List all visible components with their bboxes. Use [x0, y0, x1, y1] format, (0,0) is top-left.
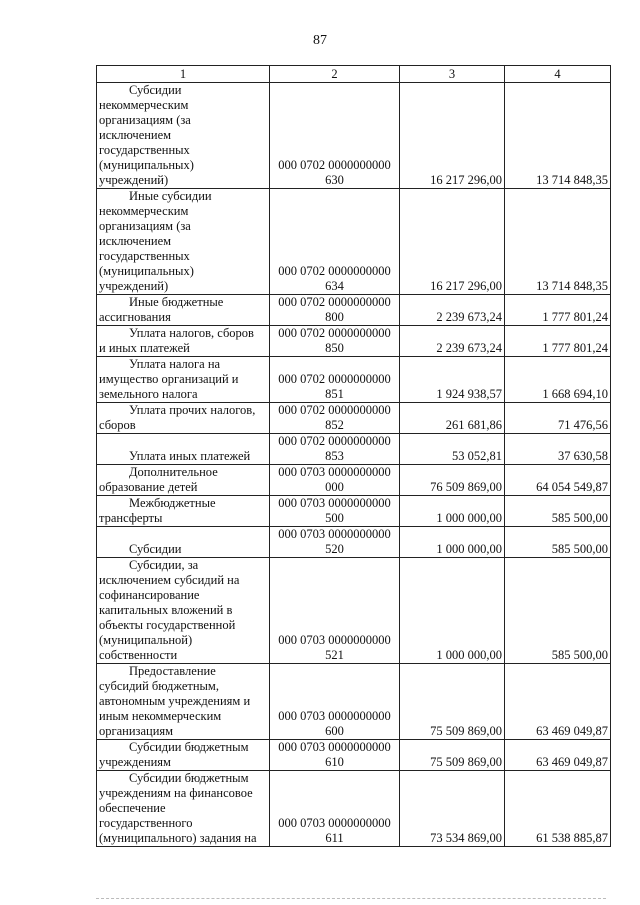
row-value-actual-cell: 1 777 801,24 — [505, 326, 611, 357]
row-name-cell: Субсидии бюджетным учреждениям — [97, 740, 270, 771]
row-value-actual-cell: 1 777 801,24 — [505, 295, 611, 326]
row-value-actual-cell: 63 469 049,87 — [505, 740, 611, 771]
row-name-cell: Субсидии некоммерческим организациям (за исключением государственных (муниципальных) учреждений) — [97, 83, 270, 189]
header-row — [97, 66, 611, 83]
row-value-actual-cell: 585 500,00 — [505, 496, 611, 527]
row-value-actual-cell: 13 714 848,35 — [505, 83, 611, 189]
page-number: 87 — [313, 33, 327, 48]
table-row — [97, 527, 611, 558]
table-row — [97, 434, 611, 465]
row-value-planned-cell: 76 509 869,00 — [400, 465, 505, 496]
row-value-actual-cell: 61 538 885,87 — [505, 771, 611, 847]
row-code-cell: 000 0703 0000000000 610 — [270, 740, 400, 771]
row-code-cell: 000 0703 0000000000 600 — [270, 664, 400, 740]
column-header-2: 2 — [270, 66, 400, 83]
row-value-planned-cell: 75 509 869,00 — [400, 740, 505, 771]
row-code-cell: 000 0702 0000000000 850 — [270, 326, 400, 357]
row-code-cell: 000 0703 0000000000 500 — [270, 496, 400, 527]
row-code-cell: 000 0702 0000000000 853 — [270, 434, 400, 465]
row-code-cell: 000 0703 0000000000 520 — [270, 527, 400, 558]
column-header-4: 4 — [505, 66, 611, 83]
budget-table — [96, 65, 611, 847]
table-row — [97, 326, 611, 357]
row-name-cell: Уплата иных платежей — [97, 434, 270, 465]
table-row — [97, 740, 611, 771]
table-row — [97, 771, 611, 847]
table-body — [97, 83, 611, 847]
row-name-cell: Субсидии — [97, 527, 270, 558]
row-code-cell: 000 0702 0000000000 634 — [270, 189, 400, 295]
row-code-cell: 000 0702 0000000000 800 — [270, 295, 400, 326]
row-code-cell: 000 0703 0000000000 000 — [270, 465, 400, 496]
row-code-cell: 000 0703 0000000000 611 — [270, 771, 400, 847]
table-row — [97, 357, 611, 403]
row-value-actual-cell: 37 630,58 — [505, 434, 611, 465]
table-row — [97, 664, 611, 740]
row-value-actual-cell: 13 714 848,35 — [505, 189, 611, 295]
table-row — [97, 465, 611, 496]
row-name-cell: Дополнительное образование детей — [97, 465, 270, 496]
row-value-actual-cell: 71 476,56 — [505, 403, 611, 434]
row-value-actual-cell: 64 054 549,87 — [505, 465, 611, 496]
row-value-planned-cell: 1 000 000,00 — [400, 496, 505, 527]
row-value-planned-cell: 1 924 938,57 — [400, 357, 505, 403]
bottom-divider — [96, 898, 606, 900]
row-value-planned-cell: 1 000 000,00 — [400, 558, 505, 664]
row-name-cell: Иные субсидии некоммерческим организациям (за исключением государственных (муниципальных) учреждений) — [97, 189, 270, 295]
row-name-cell: Межбюджетные трансферты — [97, 496, 270, 527]
row-value-actual-cell: 1 668 694,10 — [505, 357, 611, 403]
row-value-planned-cell: 75 509 869,00 — [400, 664, 505, 740]
table-row — [97, 295, 611, 326]
row-name-cell: Иные бюджетные ассигнования — [97, 295, 270, 326]
row-value-actual-cell: 585 500,00 — [505, 558, 611, 664]
row-code-cell: 000 0703 0000000000 521 — [270, 558, 400, 664]
table-row — [97, 189, 611, 295]
row-name-cell: Субсидии, за исключением субсидий на софинансирование капитальных вложений в объекты государственной (муниципальной) собственности — [97, 558, 270, 664]
table-header — [97, 66, 611, 83]
column-header-1: 1 — [97, 66, 270, 83]
row-value-planned-cell: 261 681,86 — [400, 403, 505, 434]
table-row — [97, 83, 611, 189]
column-header-3: 3 — [400, 66, 505, 83]
row-value-actual-cell: 63 469 049,87 — [505, 664, 611, 740]
table-row — [97, 558, 611, 664]
row-value-planned-cell: 2 239 673,24 — [400, 326, 505, 357]
row-value-planned-cell: 53 052,81 — [400, 434, 505, 465]
table-row — [97, 403, 611, 434]
row-name-cell: Предоставление субсидий бюджетным, автономным учреждениям и иным некоммерческим организациям — [97, 664, 270, 740]
row-value-planned-cell: 73 534 869,00 — [400, 771, 505, 847]
row-code-cell: 000 0702 0000000000 852 — [270, 403, 400, 434]
row-value-planned-cell: 16 217 296,00 — [400, 83, 505, 189]
row-name-cell: Субсидии бюджетным учреждениям на финансовое обеспечение государственного (муниципального) задания на — [97, 771, 270, 847]
row-code-cell: 000 0702 0000000000 630 — [270, 83, 400, 189]
row-value-planned-cell: 16 217 296,00 — [400, 189, 505, 295]
row-value-planned-cell: 2 239 673,24 — [400, 295, 505, 326]
row-name-cell: Уплата налога на имущество организаций и земельного налога — [97, 357, 270, 403]
row-value-actual-cell: 585 500,00 — [505, 527, 611, 558]
row-code-cell: 000 0702 0000000000 851 — [270, 357, 400, 403]
row-name-cell: Уплата прочих налогов, сборов — [97, 403, 270, 434]
table-row — [97, 496, 611, 527]
row-value-planned-cell: 1 000 000,00 — [400, 527, 505, 558]
row-name-cell: Уплата налогов, сборов и иных платежей — [97, 326, 270, 357]
